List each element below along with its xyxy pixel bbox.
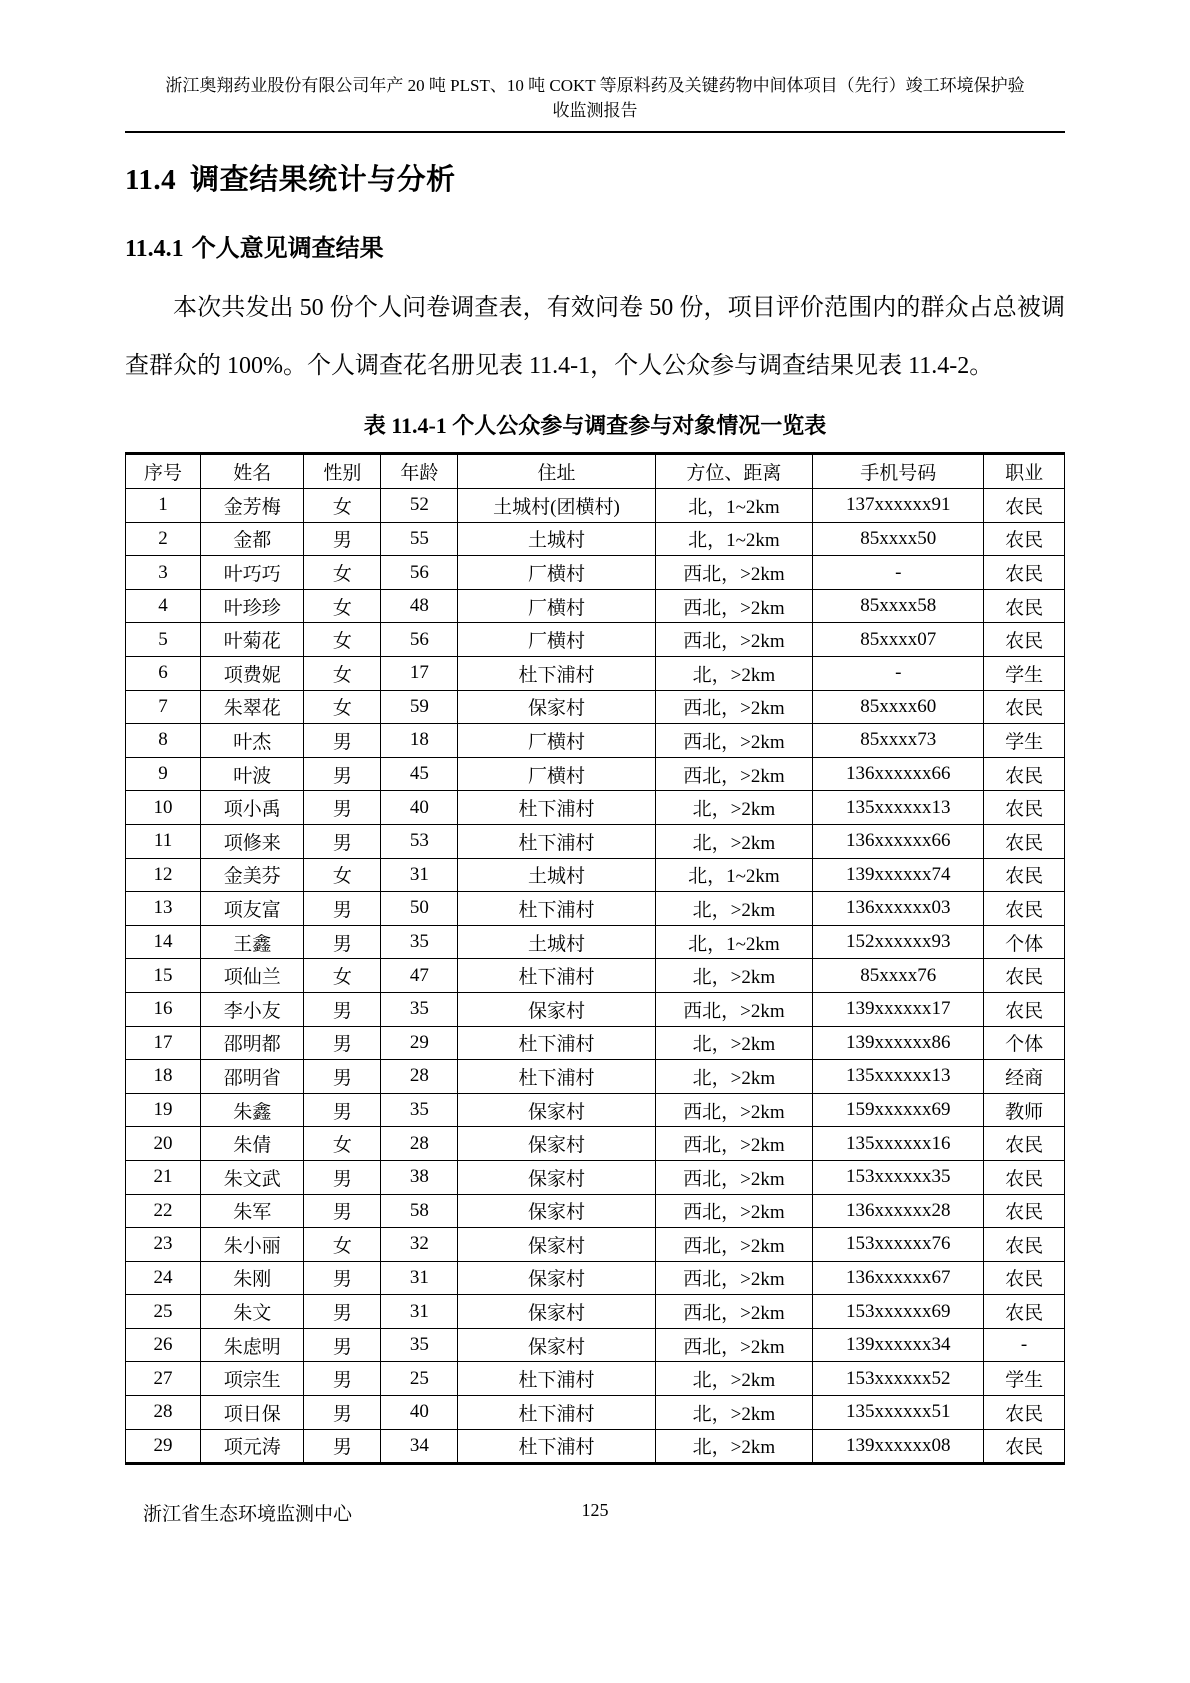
table-cell: 153xxxxxx35 xyxy=(813,1160,984,1194)
table-cell: 厂横村 xyxy=(458,556,655,590)
table-cell: 个体 xyxy=(984,1026,1065,1060)
table-cell: 52 xyxy=(381,489,458,523)
table-cell: 叶巧巧 xyxy=(201,556,304,590)
table-header-row xyxy=(126,454,1065,489)
table-cell: 杜下浦村 xyxy=(458,1026,655,1060)
table-cell: 139xxxxxx86 xyxy=(813,1026,984,1060)
table-cell: 男 xyxy=(304,992,381,1026)
table-cell: 40 xyxy=(381,791,458,825)
table-cell: 3 xyxy=(126,556,201,590)
table-row xyxy=(126,1026,1065,1060)
table-cell: 6 xyxy=(126,657,201,691)
table-cell: 16 xyxy=(126,992,201,1026)
table-cell: 农民 xyxy=(984,1194,1065,1228)
table-cell: 28 xyxy=(381,1060,458,1094)
table-row xyxy=(126,1228,1065,1262)
table-cell: 项修来 xyxy=(201,824,304,858)
table-row xyxy=(126,1261,1065,1295)
table-cell: 北，>2km xyxy=(655,1429,813,1464)
table-cell: 男 xyxy=(304,1328,381,1362)
table-cell: 农民 xyxy=(984,556,1065,590)
table-cell: 北，1~2km xyxy=(655,925,813,959)
table-cell: 139xxxxxx34 xyxy=(813,1328,984,1362)
column-header: 职业 xyxy=(984,454,1065,489)
table-cell: 男 xyxy=(304,1160,381,1194)
table-cell: 35 xyxy=(381,925,458,959)
table-row xyxy=(126,1295,1065,1329)
table-cell: 135xxxxxx13 xyxy=(813,791,984,825)
page-number: 125 xyxy=(581,1500,609,1521)
table-cell: 48 xyxy=(381,589,458,623)
table-cell: 北，>2km xyxy=(655,791,813,825)
table-cell: 56 xyxy=(381,623,458,657)
table-cell: 西北，>2km xyxy=(655,1093,813,1127)
table-cell: 北，>2km xyxy=(655,1362,813,1396)
table-row xyxy=(126,1429,1065,1464)
table-cell: 王鑫 xyxy=(201,925,304,959)
table-cell: 农民 xyxy=(984,489,1065,523)
table-row xyxy=(126,522,1065,556)
table-row xyxy=(126,858,1065,892)
table-cell: 85xxxx76 xyxy=(813,959,984,993)
table-cell: 85xxxx73 xyxy=(813,724,984,758)
table-cell: 女 xyxy=(304,959,381,993)
table-cell: 男 xyxy=(304,1396,381,1430)
table-cell: 男 xyxy=(304,1362,381,1396)
table-cell: 男 xyxy=(304,824,381,858)
table-cell: 杜下浦村 xyxy=(458,1429,655,1464)
column-header: 手机号码 xyxy=(813,454,984,489)
footer-organization: 浙江省生态环境监测中心 xyxy=(143,1504,353,1526)
table-cell: 北，>2km xyxy=(655,1060,813,1094)
table-cell: 土城村(团横村) xyxy=(458,489,655,523)
table-cell: 杜下浦村 xyxy=(458,824,655,858)
table-cell: 厂横村 xyxy=(458,589,655,623)
table-row xyxy=(126,489,1065,523)
table-cell: 杜下浦村 xyxy=(458,1362,655,1396)
table-cell: 135xxxxxx51 xyxy=(813,1396,984,1430)
table-cell: 32 xyxy=(381,1228,458,1262)
table-row xyxy=(126,791,1065,825)
table-cell: 叶珍珍 xyxy=(201,589,304,623)
table-cell: 137xxxxxx91 xyxy=(813,489,984,523)
table-row xyxy=(126,1194,1065,1228)
table-cell: 40 xyxy=(381,1396,458,1430)
table-cell: 85xxxx60 xyxy=(813,690,984,724)
table-cell: 厂横村 xyxy=(458,623,655,657)
table-cell: 12 xyxy=(126,858,201,892)
table-cell: 厂横村 xyxy=(458,724,655,758)
table-cell: 25 xyxy=(126,1295,201,1329)
table-cell: 139xxxxxx74 xyxy=(813,858,984,892)
table-cell: 女 xyxy=(304,657,381,691)
table-cell: 朱翠花 xyxy=(201,690,304,724)
column-header: 姓名 xyxy=(201,454,304,489)
report-title-line2: 收监测报告 xyxy=(552,100,638,120)
table-cell: 153xxxxxx69 xyxy=(813,1295,984,1329)
table-cell: 叶波 xyxy=(201,757,304,791)
table-title: 表 11.4-1 个人公众参与调查参与对象情况一览表 xyxy=(363,413,827,439)
table-cell: 男 xyxy=(304,757,381,791)
table-row xyxy=(126,556,1065,590)
table-cell: 农民 xyxy=(984,1295,1065,1329)
table-cell: 19 xyxy=(126,1093,201,1127)
table-cell: 38 xyxy=(381,1160,458,1194)
table-cell: 136xxxxxx03 xyxy=(813,892,984,926)
table-cell: 杜下浦村 xyxy=(458,959,655,993)
table-cell: 男 xyxy=(304,1060,381,1094)
table-cell: 50 xyxy=(381,892,458,926)
column-header: 方位、距离 xyxy=(655,454,813,489)
table-cell: 项仙兰 xyxy=(201,959,304,993)
table-cell: 农民 xyxy=(984,992,1065,1026)
table-row xyxy=(126,1362,1065,1396)
table-cell: 西北，>2km xyxy=(655,992,813,1026)
table-row xyxy=(126,992,1065,1026)
table-cell: 8 xyxy=(126,724,201,758)
table-cell: 金芳梅 xyxy=(201,489,304,523)
table-cell: 项费妮 xyxy=(201,657,304,691)
table-cell: 个体 xyxy=(984,925,1065,959)
table-row xyxy=(126,959,1065,993)
table-cell: 28 xyxy=(126,1396,201,1430)
table-row xyxy=(126,657,1065,691)
table-cell: 1 xyxy=(126,489,201,523)
table-cell: 男 xyxy=(304,1429,381,1464)
table-row xyxy=(126,824,1065,858)
table-cell: 女 xyxy=(304,690,381,724)
table-cell: 136xxxxxx28 xyxy=(813,1194,984,1228)
table-cell: 农民 xyxy=(984,757,1065,791)
table-cell: 男 xyxy=(304,1026,381,1060)
table-cell: 厂横村 xyxy=(458,757,655,791)
table-cell: 11 xyxy=(126,824,201,858)
table-row xyxy=(126,1093,1065,1127)
table-cell: 25 xyxy=(381,1362,458,1396)
section-title: 调查结果统计与分析 xyxy=(190,164,456,197)
table-cell: 项友富 xyxy=(201,892,304,926)
table-row xyxy=(126,623,1065,657)
table-cell: - xyxy=(813,657,984,691)
table-row xyxy=(126,1160,1065,1194)
table-cell: 男 xyxy=(304,1295,381,1329)
table-cell: 学生 xyxy=(984,724,1065,758)
table-cell: 农民 xyxy=(984,1127,1065,1161)
table-cell: 杜下浦村 xyxy=(458,892,655,926)
table-cell: 136xxxxxx66 xyxy=(813,757,984,791)
table-cell: 135xxxxxx16 xyxy=(813,1127,984,1161)
table-row xyxy=(126,690,1065,724)
table-cell: 7 xyxy=(126,690,201,724)
table-row xyxy=(126,892,1065,926)
table-cell: 31 xyxy=(381,1261,458,1295)
body-paragraph: 本次共发出 50 份个人问卷调查表，有效问卷 50 份，项目评价范围内的群众占总被调查群众的 100%。个人调查花名册见表 11.4-1，个人公众参与调查结果见表 11.4-2。 xyxy=(125,295,1065,380)
table-cell: 85xxxx58 xyxy=(813,589,984,623)
table-cell: 朱倩 xyxy=(201,1127,304,1161)
table-cell: 14 xyxy=(126,925,201,959)
table-row xyxy=(126,1127,1065,1161)
table-cell: 15 xyxy=(126,959,201,993)
table-cell: 叶菊花 xyxy=(201,623,304,657)
subsection-number: 11.4.1 xyxy=(125,236,184,263)
table-cell: 项宗生 xyxy=(201,1362,304,1396)
table-cell: 20 xyxy=(126,1127,201,1161)
table-cell: 136xxxxxx66 xyxy=(813,824,984,858)
table-cell: 男 xyxy=(304,925,381,959)
table-cell: 85xxxx50 xyxy=(813,522,984,556)
table-cell: 朱小丽 xyxy=(201,1228,304,1262)
table-cell: 学生 xyxy=(984,1362,1065,1396)
table-cell: 18 xyxy=(126,1060,201,1094)
table-cell: 项小禹 xyxy=(201,791,304,825)
table-cell: 女 xyxy=(304,858,381,892)
table-cell: 土城村 xyxy=(458,925,655,959)
table-cell: 10 xyxy=(126,791,201,825)
table-cell: 17 xyxy=(126,1026,201,1060)
table-cell: - xyxy=(813,556,984,590)
table-cell: 45 xyxy=(381,757,458,791)
table-cell: 女 xyxy=(304,556,381,590)
table-cell: - xyxy=(984,1328,1065,1362)
table-cell: 农民 xyxy=(984,1160,1065,1194)
table-cell: 31 xyxy=(381,1295,458,1329)
table-cell: 农民 xyxy=(984,1429,1065,1464)
table-cell: 农民 xyxy=(984,791,1065,825)
table-cell: 31 xyxy=(381,858,458,892)
page-footer xyxy=(125,1499,1065,1526)
table-cell: 9 xyxy=(126,757,201,791)
table-cell: 杜下浦村 xyxy=(458,657,655,691)
column-header: 年龄 xyxy=(381,454,458,489)
table-cell: 教师 xyxy=(984,1093,1065,1127)
table-cell: 5 xyxy=(126,623,201,657)
table-cell: 男 xyxy=(304,1261,381,1295)
table-cell: 朱文武 xyxy=(201,1160,304,1194)
table-cell: 农民 xyxy=(984,892,1065,926)
table-cell: 21 xyxy=(126,1160,201,1194)
table-cell: 朱刚 xyxy=(201,1261,304,1295)
table-cell: 保家村 xyxy=(458,1160,655,1194)
table-cell: 18 xyxy=(381,724,458,758)
table-cell: 北，>2km xyxy=(655,892,813,926)
table-cell: 男 xyxy=(304,1093,381,1127)
table-cell: 农民 xyxy=(984,522,1065,556)
table-cell: 农民 xyxy=(984,1396,1065,1430)
table-cell: 朱军 xyxy=(201,1194,304,1228)
table-cell: 保家村 xyxy=(458,1328,655,1362)
table-cell: 西北，>2km xyxy=(655,690,813,724)
table-cell: 17 xyxy=(381,657,458,691)
table-cell: 农民 xyxy=(984,959,1065,993)
table-cell: 朱虑明 xyxy=(201,1328,304,1362)
subsection-title: 个人意见调查结果 xyxy=(191,236,384,263)
table-cell: 农民 xyxy=(984,623,1065,657)
table-cell: 西北，>2km xyxy=(655,1295,813,1329)
table-cell: 55 xyxy=(381,522,458,556)
table-cell: 北，>2km xyxy=(655,1396,813,1430)
table-cell: 153xxxxxx76 xyxy=(813,1228,984,1262)
table-cell: 杜下浦村 xyxy=(458,1060,655,1094)
table-cell: 西北，>2km xyxy=(655,589,813,623)
table-cell: 农民 xyxy=(984,589,1065,623)
table-cell: 西北，>2km xyxy=(655,1228,813,1262)
table-cell: 女 xyxy=(304,589,381,623)
table-cell: 男 xyxy=(304,724,381,758)
table-cell: 北，>2km xyxy=(655,824,813,858)
table-cell: 保家村 xyxy=(458,1228,655,1262)
table-cell: 27 xyxy=(126,1362,201,1396)
table-cell: 北，>2km xyxy=(655,1026,813,1060)
table-cell: 北，1~2km xyxy=(655,858,813,892)
table-row xyxy=(126,757,1065,791)
table-cell: 北，>2km xyxy=(655,657,813,691)
table-cell: 59 xyxy=(381,690,458,724)
table-cell: 西北，>2km xyxy=(655,757,813,791)
table-cell: 杜下浦村 xyxy=(458,791,655,825)
table-cell: 22 xyxy=(126,1194,201,1228)
table-row xyxy=(126,724,1065,758)
table-cell: 男 xyxy=(304,1194,381,1228)
table-cell: 杜下浦村 xyxy=(458,1396,655,1430)
table-cell: 保家村 xyxy=(458,1194,655,1228)
table-cell: 保家村 xyxy=(458,1295,655,1329)
section-number: 11.4 xyxy=(125,164,177,197)
table-cell: 29 xyxy=(126,1429,201,1464)
page-header xyxy=(125,74,1065,133)
table-cell: 女 xyxy=(304,1127,381,1161)
table-cell: 136xxxxxx67 xyxy=(813,1261,984,1295)
table-cell: 学生 xyxy=(984,657,1065,691)
table-cell: 135xxxxxx13 xyxy=(813,1060,984,1094)
table-cell: 保家村 xyxy=(458,690,655,724)
table-cell: 女 xyxy=(304,1228,381,1262)
report-title-line1: 浙江奥翔药业股份有限公司年产 20 吨 PLST、10 吨 COKT 等原料药及关键药物中间体项目（先行）竣工环境保护验 xyxy=(165,76,1025,95)
table-cell: 朱文 xyxy=(201,1295,304,1329)
table-row xyxy=(126,589,1065,623)
table-cell: 农民 xyxy=(984,824,1065,858)
table-cell: 34 xyxy=(381,1429,458,1464)
column-header: 性别 xyxy=(304,454,381,489)
table-cell: 2 xyxy=(126,522,201,556)
table-cell: 女 xyxy=(304,623,381,657)
table-cell: 139xxxxxx08 xyxy=(813,1429,984,1464)
table-cell: 金美芬 xyxy=(201,858,304,892)
table-cell: 邵明都 xyxy=(201,1026,304,1060)
table-cell: 土城村 xyxy=(458,522,655,556)
survey-table xyxy=(125,452,1065,1465)
table-cell: 男 xyxy=(304,791,381,825)
table-cell: 159xxxxxx69 xyxy=(813,1093,984,1127)
table-cell: 农民 xyxy=(984,1261,1065,1295)
table-cell: 西北，>2km xyxy=(655,1194,813,1228)
table-cell: 北，1~2km xyxy=(655,522,813,556)
table-cell: 26 xyxy=(126,1328,201,1362)
table-cell: 53 xyxy=(381,824,458,858)
section-heading xyxy=(125,157,1065,198)
table-cell: 85xxxx07 xyxy=(813,623,984,657)
table-cell: 保家村 xyxy=(458,992,655,1026)
table-cell: 35 xyxy=(381,992,458,1026)
table-cell: 28 xyxy=(381,1127,458,1161)
table-cell: 4 xyxy=(126,589,201,623)
table-cell: 29 xyxy=(381,1026,458,1060)
table-cell: 23 xyxy=(126,1228,201,1262)
table-cell: 项元涛 xyxy=(201,1429,304,1464)
table-row xyxy=(126,925,1065,959)
table-cell: 西北，>2km xyxy=(655,1127,813,1161)
column-header: 序号 xyxy=(126,454,201,489)
table-row xyxy=(126,1396,1065,1430)
table-cell: 13 xyxy=(126,892,201,926)
table-cell: 35 xyxy=(381,1093,458,1127)
table-cell: 58 xyxy=(381,1194,458,1228)
table-cell: 女 xyxy=(304,489,381,523)
table-row xyxy=(126,1328,1065,1362)
table-cell: 项日保 xyxy=(201,1396,304,1430)
table-cell: 西北，>2km xyxy=(655,1160,813,1194)
table-cell: 北，>2km xyxy=(655,959,813,993)
table-cell: 西北，>2km xyxy=(655,1261,813,1295)
table-cell: 男 xyxy=(304,522,381,556)
table-cell: 152xxxxxx93 xyxy=(813,925,984,959)
table-cell: 35 xyxy=(381,1328,458,1362)
table-cell: 西北，>2km xyxy=(655,556,813,590)
table-cell: 金都 xyxy=(201,522,304,556)
table-cell: 24 xyxy=(126,1261,201,1295)
table-cell: 北，1~2km xyxy=(655,489,813,523)
table-cell: 农民 xyxy=(984,858,1065,892)
table-cell: 139xxxxxx17 xyxy=(813,992,984,1026)
subsection-heading xyxy=(125,228,1065,263)
table-cell: 朱鑫 xyxy=(201,1093,304,1127)
table-cell: 153xxxxxx52 xyxy=(813,1362,984,1396)
table-cell: 保家村 xyxy=(458,1261,655,1295)
table-cell: 男 xyxy=(304,892,381,926)
table-cell: 保家村 xyxy=(458,1093,655,1127)
table-cell: 农民 xyxy=(984,1228,1065,1262)
table-cell: 经商 xyxy=(984,1060,1065,1094)
table-cell: 47 xyxy=(381,959,458,993)
table-cell: 西北，>2km xyxy=(655,1328,813,1362)
table-row xyxy=(126,1060,1065,1094)
table-cell: 56 xyxy=(381,556,458,590)
table-cell: 西北，>2km xyxy=(655,623,813,657)
table-cell: 农民 xyxy=(984,690,1065,724)
table-cell: 李小友 xyxy=(201,992,304,1026)
table-cell: 保家村 xyxy=(458,1127,655,1161)
column-header: 住址 xyxy=(458,454,655,489)
table-cell: 叶杰 xyxy=(201,724,304,758)
table-cell: 西北，>2km xyxy=(655,724,813,758)
table-cell: 邵明省 xyxy=(201,1060,304,1094)
table-cell: 土城村 xyxy=(458,858,655,892)
